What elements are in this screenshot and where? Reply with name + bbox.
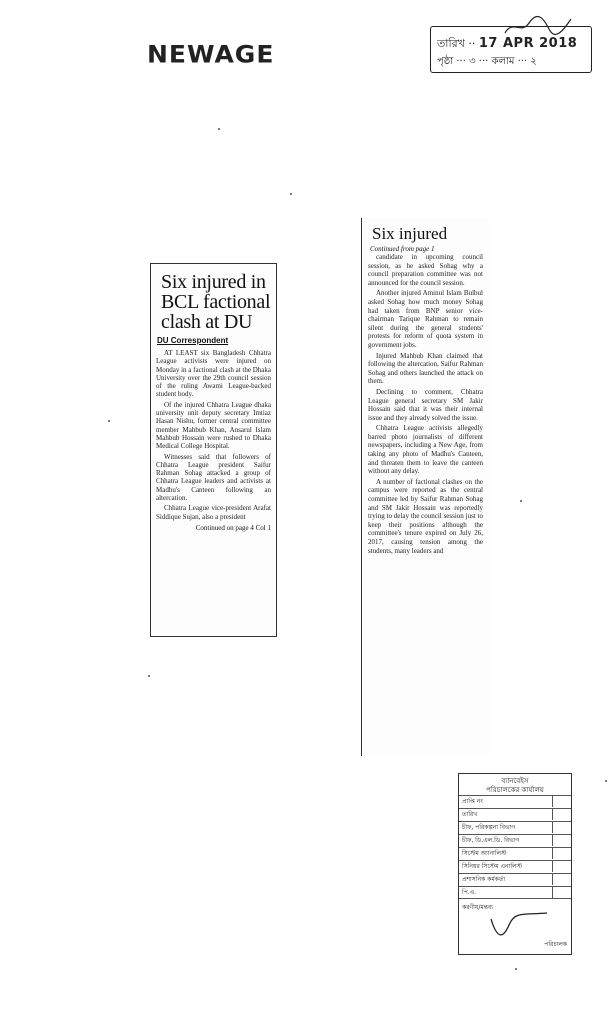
paragraph: Declining to comment, Chhatra League general secretary SM Jakir Hossain said that it was their internal issue and they already solved the issue. <box>368 387 483 422</box>
routing-row: পি.এ. <box>459 886 571 899</box>
routing-row: প্রাপ্তি নং <box>459 795 571 808</box>
continuation-body <box>362 253 489 555</box>
routing-row: সিস্টেম অ্যানালিস্ট <box>459 847 571 860</box>
page-column-label: পৃষ্ঠা ··· ৩ ··· কলাম ··· <box>437 56 528 67</box>
scan-speck <box>605 780 607 782</box>
date-stamp <box>430 26 592 73</box>
newspaper-masthead: NEWAGE <box>147 40 275 69</box>
clipping-body <box>151 349 276 521</box>
director-label: পরিচালক <box>544 941 567 948</box>
routing-row: প্রশাসনিক কর্মকর্তা <box>459 873 571 886</box>
column-value: ২ <box>530 56 537 67</box>
remarks-label: করণীয়/মন্তব্য <box>462 904 493 911</box>
routing-header: ব্যানবেইস পরিচালকের কার্যালয় <box>486 777 544 794</box>
routing-row: সিনিয়র সিস্টেম এনালিস্ট <box>459 860 571 873</box>
paragraph: candidate in upcoming council session, as he asked Sohag why a council preparation committee was not announced for the council session. <box>368 253 483 287</box>
paragraph: A number of factional clashes on the campus were reported as the central committee led by Saifur Rahman Sohag and SM Jakir Hossain was reportedly trying to delay the council session just to keep their positions although the committee's tenure expired on July 26, 2017, causing tension among the students, many leaders and <box>368 477 483 555</box>
signature-scribble-icon <box>489 911 549 941</box>
routing-footer <box>459 898 571 954</box>
continuation-headline: Six injured <box>372 224 448 243</box>
continued-note: Continued on page 4 Col 1 <box>195 523 271 532</box>
routing-row: চীফ, পরিকল্পনা বিভাগ <box>459 821 571 834</box>
paragraph: Injured Mahbub Khan claimed that following the altercation, Saifur Rahman Sohag and others launched the attack on them. <box>368 351 483 386</box>
routing-row: চীফ, ডি.এল.ডি. বিভাগ <box>459 834 571 847</box>
paragraph: Witnesses said that followers of Chhatra League president Saifur Rahman Sohag attacked a group of Chhatra League leaders and activists at Madhu's Canteen following an altercation. <box>156 452 271 503</box>
continued-from-note: Continued from page 1 <box>370 245 435 253</box>
paragraph: AT LEAST six Bangladesh Chhatra League activists were injured on Monday in a factional clash at the Dhaka University over the 29th council session of the ruling Awami League-backed student body. <box>156 349 271 399</box>
office-routing-stamp <box>458 773 572 955</box>
paragraph: Of the injured Chhatra League dhaka university unit deputy secretary Imtiaz Hasan Nishu, former central committee member Mahbub Khan, Ansarul Islam Mahbub Hossain were rushed to Dhaka Medical College Hospital. <box>156 400 271 451</box>
stamp-date: 17 APR 2018 <box>478 36 578 51</box>
scan-speck <box>515 968 517 970</box>
news-clipping-main <box>150 263 277 637</box>
routing-row: তারিখ <box>459 808 571 821</box>
scan-speck <box>290 193 292 195</box>
scan-speck <box>520 500 522 502</box>
signature-scribble-icon <box>503 15 573 37</box>
news-clipping-continuation <box>361 218 489 756</box>
clipping-byline: DU Correspondent <box>157 336 229 345</box>
paragraph: Chhatra League activists allegedly barred photo journalists of different newspapers, including a New Age, from taking any photo of Madhu's Canteen, and threaten them to leave the canteen without any delay. <box>368 424 483 476</box>
clipping-headline: Six injured in BCL factional clash at DU <box>161 271 271 333</box>
paragraph: Another injured Aminul Islam Bulbul asked Sohag how much money Sohag had taken from BNP senior vice-chairman Tarique Rahman to remain silent during the general students' protests for reform of quota system in government jobs. <box>368 289 483 349</box>
scan-speck <box>108 420 110 422</box>
scan-speck <box>218 128 220 130</box>
scan-speck <box>148 675 150 677</box>
date-label: তারিখ ·· <box>437 37 476 50</box>
paragraph: Chhatra League vice-president Arafat Siddique Sujan, also a president <box>156 504 271 521</box>
